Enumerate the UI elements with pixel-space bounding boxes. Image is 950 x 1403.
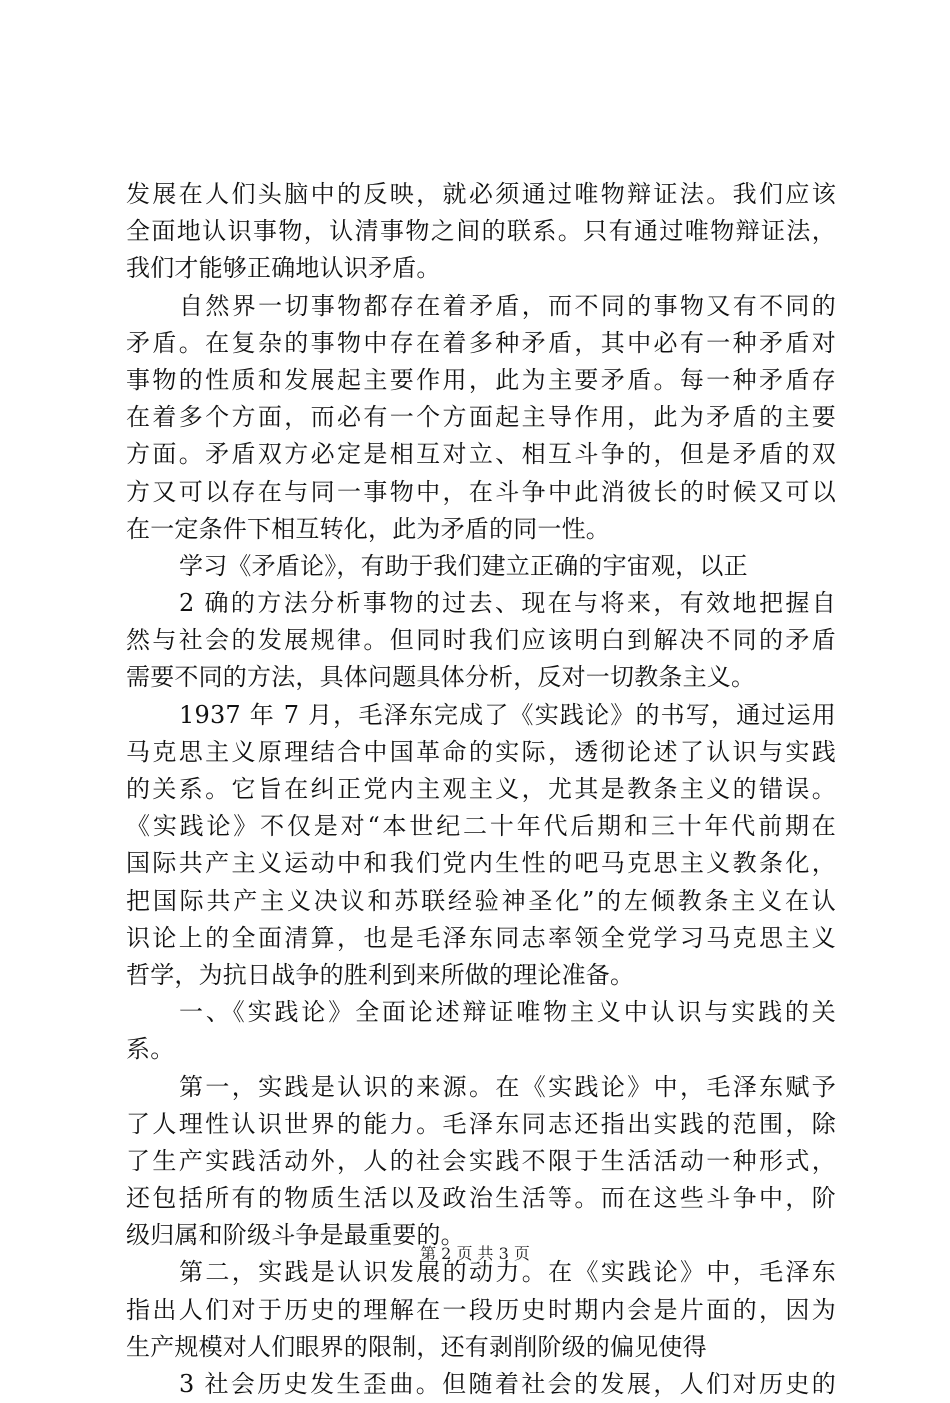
text-line: 需要不同的方法，具体问题具体分析，反对一切教条主义。 (126, 663, 756, 692)
text-line: 识论上的全面清算，也是毛泽东同志率领全党学习马克思主义 (126, 923, 836, 952)
paragraph-start-line: 3 社会历史发生歪曲。但随着社会的发展，人们对历史的 (179, 1370, 836, 1398)
text-line: 了生产实践活动外，人的社会实践不限于生活活动一种形式， (126, 1146, 836, 1175)
text-line: 在一定条件下相互转化，此为矛盾的同一性。 (126, 514, 610, 543)
section-heading-line: 系。 (126, 1035, 175, 1064)
text-line: 哲学，为抗日战争的胜利到来所做的理论准备。 (126, 960, 635, 989)
text-line: 生产规模对人们眼界的限制，还有剥削阶级的偏见使得 (126, 1332, 707, 1361)
text-line: 的关系。它旨在纠正党内主观主义，尤其是教条主义的错误。 (126, 775, 836, 803)
text-line: 国际共产主义运动中和我们党内生性的吧马克思主义教条化， (126, 849, 836, 878)
text-line: 全面地认识事物，认清事物之间的联系。只有通过唯物辩证法， (126, 217, 836, 246)
text-line: 然与社会的发展规律。但同时我们应该明白到解决不同的矛盾 (126, 626, 836, 655)
text-line: 方又可以存在与同一事物中，在斗争中此消彼长的时候又可以 (126, 477, 836, 506)
paragraph-start-line: 第二，实践是认识发展的动力。在《实践论》中，毛泽东 (179, 1258, 836, 1287)
text-line: 了人理性认识世界的能力。毛泽东同志还指出实践的范围，除 (126, 1109, 836, 1138)
text-line: 在着多个方面，而必有一个方面起主导作用，此为矛盾的主要 (126, 403, 836, 432)
page-number-label: 第 2 页 共 3 页 (420, 1244, 530, 1263)
text-line: 矛盾。在复杂的事物中存在着多种矛盾，其中必有一种矛盾对 (126, 328, 836, 357)
paragraph-start-line: 1937 年 7 月，毛泽东完成了《实践论》的书写，通过运用 (179, 700, 836, 729)
paragraph-start-line: 第一，实践是认识的来源。在《实践论》中，毛泽东赋予 (179, 1072, 836, 1101)
text-line: 马克思主义原理结合中国革命的实际，透彻论述了认识与实践 (126, 737, 836, 766)
text-line: 方面。矛盾双方必定是相互对立、相互斗争的，但是矛盾的双 (126, 440, 836, 469)
text-line: 还包括所有的物质生活以及政治生活等。而在这些斗争中，阶 (126, 1184, 836, 1213)
page-footer (0, 1244, 950, 1264)
text-line: 《实践论》不仅是对“本世纪二十年代后期和三十年代前期在 (126, 812, 836, 841)
section-heading-line: 一、《实践论》全面论述辩证唯物主义中认识与实践的关 (179, 998, 836, 1027)
text-line: 事物的性质和发展起主要作用，此为主要矛盾。每一种矛盾存 (126, 365, 836, 394)
text-line: 把国际共产主义决议和苏联经验神圣化”的左倾教条主义在认 (126, 886, 836, 915)
body-text (126, 176, 836, 1403)
text-line: 我们才能够正确地认识矛盾。 (126, 254, 441, 283)
paragraph-start-line: 2 确的方法分析事物的过去、现在与将来，有效地把握自 (179, 589, 836, 618)
text-line: 发展在人们头脑中的反映，就必须通过唯物辩证法。我们应该 (126, 180, 836, 208)
paragraph-start-line: 自然界一切事物都存在着矛盾，而不同的事物又有不同的 (179, 291, 836, 320)
text-line: 指出人们对于历史的理解在一段历史时期内会是片面的，因为 (126, 1295, 836, 1324)
text-line: 级归属和阶级斗争是最重要的。 (126, 1221, 465, 1250)
paragraph-start-line: 学习《矛盾论》，有助于我们建立正确的宇宙观，以正 (179, 551, 748, 580)
